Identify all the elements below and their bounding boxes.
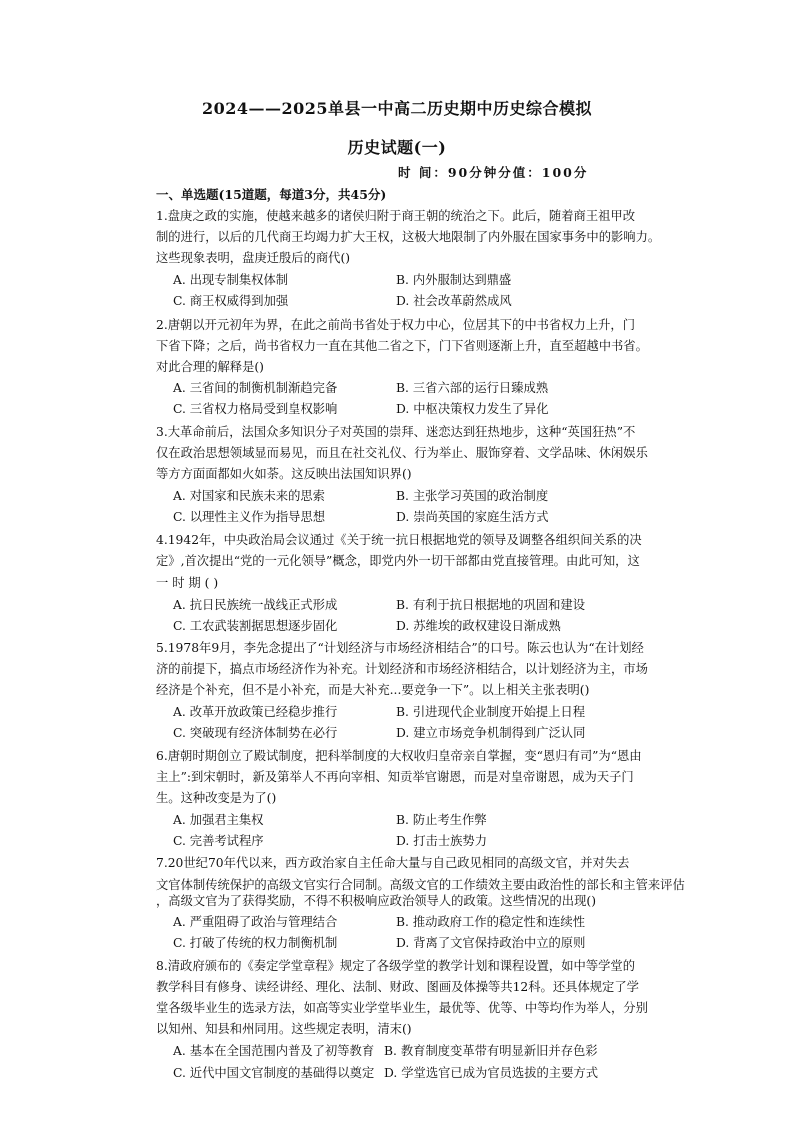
- exam-title: 2024——2025单县一中高二历史期中历史综合模拟: [201, 99, 593, 118]
- section-title: 一、单选题(15道题，每道3分，共45分): [156, 187, 387, 202]
- option-b[interactable]: B. 教育制度变革带有明显新旧并存色彩: [384, 1044, 598, 1058]
- option-a[interactable]: A. 抗日民族统一战线正式形成: [173, 598, 338, 612]
- option-c[interactable]: C. 三省权力格局受到皇权影响: [173, 402, 338, 416]
- option-b[interactable]: B. 主张学习英国的政治制度: [396, 489, 549, 503]
- question-text-line: 下省下降；之后，尚书省权力一直在其他二省之下，门下省则逐渐上升，直至超越中书省。: [156, 339, 648, 353]
- question-text-line: 1.盘庚之政的实施，使越来越多的诸侯归附于商王朝的统治之下。此后，随着商王祖甲改: [156, 209, 636, 223]
- option-d[interactable]: D. 中枢决策权力发生了异化: [396, 402, 549, 416]
- option-d[interactable]: D. 社会改革蔚然成风: [396, 294, 512, 308]
- option-a[interactable]: A. 加强君主集权: [173, 813, 264, 827]
- exam-subtitle: 历史试题(一): [347, 138, 447, 157]
- option-a[interactable]: A. 出现专制集权体制: [173, 273, 289, 287]
- question-text-line: 文官体制传统保护的高级文官实行合同制。高级文官的工作绩效主要由政治性的部长和主管来评估: [156, 878, 685, 892]
- option-a[interactable]: A. 严重阻碍了政治与管理结合: [173, 915, 338, 929]
- question-text-line: 等方方面面都如火如荼。这反映出法国知识界(): [156, 467, 412, 481]
- option-a[interactable]: A. 对国家和民族未来的思索: [173, 489, 325, 503]
- question-text-line: 济的前提下，搞点市场经济作为补充。计划经济和市场经济相结合，以计划经济为主，市场: [156, 662, 648, 676]
- option-d[interactable]: D. 打击士族势力: [396, 834, 488, 848]
- question-text-line: 6.唐朝时期创立了殿试制度，把科举制度的大权收归皇帝亲自掌握，变“恩归有司”为“恩由: [156, 749, 642, 763]
- question-text-line: 定》,首次提出“党的一元化领导”概念，即党内外一切干部都由党直接管理。由此可知，这: [156, 554, 640, 568]
- question-text-line: 以知州、知县和州同用。这些规定表明，清末(): [156, 1022, 412, 1036]
- question-text-line: ，高级文官为了获得奖励，不得不积极响应政治领导人的政策。这些情况的出现(): [156, 894, 596, 908]
- question-text-line: 这些现象表明，盘庚迁殷后的商代(): [156, 251, 351, 265]
- option-d[interactable]: D. 背离了文官保持政治中立的原则: [396, 936, 586, 950]
- option-c[interactable]: C. 商王权威得到加强: [173, 294, 289, 308]
- time-score-info: 时 间：90分钟分值：100分: [398, 165, 589, 180]
- option-d[interactable]: D. 学堂选官已成为官员选拔的主要方式: [384, 1066, 598, 1080]
- option-c[interactable]: C. 打破了传统的权力制衡机制: [173, 936, 338, 950]
- question-text-line: 4.1942年，中央政治局会议通过《关于统一抗日根据地党的领导及调整各组织间关系的决: [156, 533, 642, 547]
- option-a[interactable]: A. 改革开放政策已经稳步推行: [173, 705, 338, 719]
- option-a[interactable]: A. 三省间的制衡机制渐趋完备: [173, 381, 338, 395]
- option-b[interactable]: B. 推动政府工作的稳定性和连续性: [396, 915, 586, 929]
- option-b[interactable]: B. 内外服制达到鼎盛: [396, 273, 512, 287]
- option-c[interactable]: C. 工农武装割据思想逐步固化: [173, 619, 338, 633]
- option-d[interactable]: D. 崇尚英国的家庭生活方式: [396, 510, 549, 524]
- question-text-line: 7.20世纪70年代以来，西方政治家自主任命大量与自己政见相同的高级文官，并对失去: [156, 856, 630, 870]
- question-text-line: 仅在政治思想领域显而易见，而且在社交礼仪、行为举止、服饰穿着、文学品味、休闲娱乐: [156, 446, 648, 460]
- question-text-line: 3.大革命前后，法国众多知识分子对英国的崇拜、迷恋达到狂热地步，这种“英国狂热”不: [156, 425, 636, 439]
- question-text-line: 经济是个补充，但不是小补充，而是大补充...要竞争一下”。以上相关主张表明(): [156, 683, 590, 697]
- question-text-line: 8.清政府颁布的《奏定学堂章程》规定了各级学堂的教学计划和课程设置，如中等学堂的: [156, 959, 636, 973]
- option-c[interactable]: C. 突破现有经济体制势在必行: [173, 726, 338, 740]
- question-text-line: 主上”:到宋朝时，新及第举人不再向宰相、知贡举官谢恩，而是对皇帝谢恩，成为天子门: [156, 770, 634, 784]
- option-c[interactable]: C. 以理性主义作为指导思想: [173, 510, 326, 524]
- question-text-line: 制的进行，以后的几代商王均竭力扩大王权，这极大地限制了内外服在国家事务中的影响力。: [156, 230, 661, 244]
- question-text-line: 5.1978年9月，李先念提出了“计划经济与市场经济相结合”的口号。陈云也认为“在计划经: [156, 641, 644, 655]
- option-d[interactable]: D. 苏维埃的政权建设日渐成熟: [396, 619, 561, 633]
- question-text-line: 堂各级毕业生的选录方法，如高等实业学堂毕业生，最优等、优等、中等均作为举人，分别: [156, 1001, 648, 1015]
- option-b[interactable]: B. 防止考生作弊: [396, 813, 487, 827]
- question-text-line: 对此合理的解释是(): [156, 360, 264, 374]
- question-text-line: 教学科目有修身、读经讲经、理化、法制、财政、图画及体操等共12科。还具体规定了学: [156, 980, 639, 994]
- question-text-line: 2.唐朝以开元初年为界，在此之前尚书省处于权力中心，位居其下的中书省权力上升，门: [156, 318, 636, 332]
- question-text-line: 一 时 期 ( ): [156, 576, 219, 590]
- question-text-line: 生。这种改变是为了(): [156, 791, 277, 805]
- option-b[interactable]: B. 引进现代企业制度开始提上日程: [396, 705, 586, 719]
- option-b[interactable]: B. 三省六部的运行日臻成熟: [396, 381, 549, 395]
- option-a[interactable]: A. 基本在全国范围内普及了初等教育: [173, 1044, 375, 1058]
- option-b[interactable]: B. 有利于抗日根据地的巩固和建设: [396, 598, 586, 612]
- option-d[interactable]: D. 建立市场竞争机制得到广泛认同: [396, 726, 586, 740]
- option-c[interactable]: C. 完善考试程序: [173, 834, 264, 848]
- option-c[interactable]: C. 近代中国文官制度的基础得以奠定: [173, 1066, 375, 1080]
